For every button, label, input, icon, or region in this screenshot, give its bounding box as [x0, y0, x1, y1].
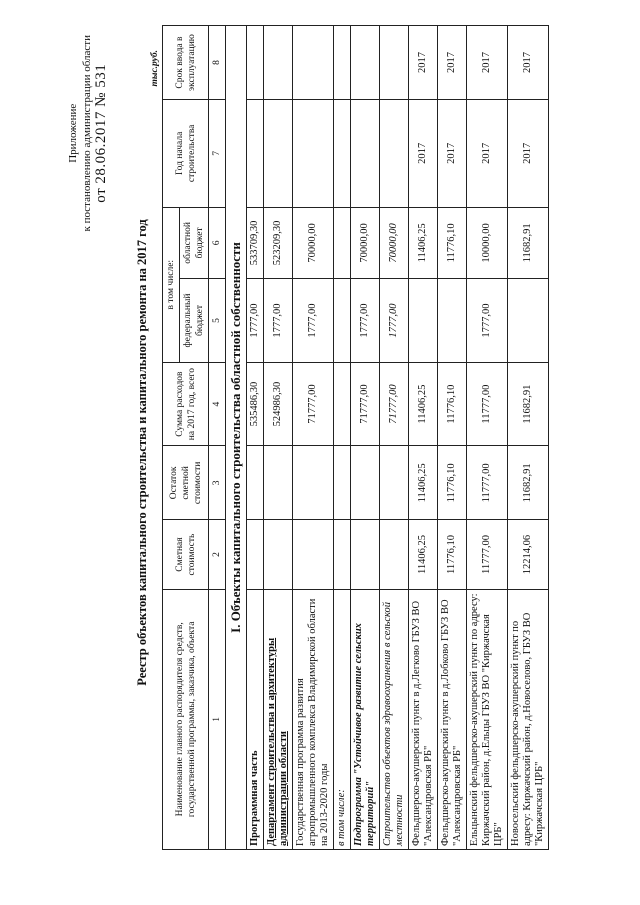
object-name-cell: Фельдшерско-акушерский пункт в д.Лобково ГБУЗ ВО "Александровская РБ" — [438, 589, 467, 849]
regional-cell: 523209,30 — [264, 207, 293, 279]
total-cell: 11406,25 — [409, 362, 438, 446]
start-cell — [264, 100, 293, 207]
total-cell: 535486,30 — [247, 362, 264, 446]
federal-cell — [334, 279, 351, 363]
resolution-date: от 28.06.2017 № 531 — [93, 63, 109, 203]
remaining-cell — [351, 446, 380, 520]
commission-cell — [334, 26, 351, 100]
commission-cell — [247, 26, 264, 100]
federal-cell: 1777,00 — [264, 279, 293, 363]
federal-cell — [438, 279, 467, 363]
remaining-cell — [380, 446, 409, 520]
col-index: 5 — [209, 279, 226, 363]
object-name-cell: Департамент строительства и архитектуры администрации области — [264, 589, 293, 849]
col-index: 8 — [209, 26, 226, 100]
section-row — [226, 26, 247, 850]
table-row — [264, 26, 293, 850]
estimate-cell: 11777,00 — [467, 520, 508, 589]
total-cell: 71777,00 — [351, 362, 380, 446]
start-cell — [380, 100, 409, 207]
federal-cell: 1777,00 — [467, 279, 508, 363]
object-name-cell: в том числе: — [334, 589, 351, 849]
regional-cell: 11776,10 — [438, 207, 467, 279]
col-index: 2 — [209, 520, 226, 589]
col-index: 4 — [209, 362, 226, 446]
object-name-cell: Ельцынский фельдшерско-акушерский пункт по адресу: Киржачский район, д.Ельцы ГБУЗ ВО "Киржачская ЦРБ" — [467, 589, 508, 849]
regional-cell: 70000,00 — [351, 207, 380, 279]
federal-cell — [409, 279, 438, 363]
table-row — [247, 26, 264, 850]
federal-cell: 1777,00 — [293, 279, 334, 363]
remaining-cell: 11777,00 — [467, 446, 508, 520]
estimate-cell — [264, 520, 293, 589]
federal-cell: 1777,00 — [380, 279, 409, 363]
estimate-cell — [351, 520, 380, 589]
commission-cell — [293, 26, 334, 100]
col-index: 3 — [209, 446, 226, 520]
table-row — [293, 26, 334, 850]
col-header-federal: федеральный бюджет — [180, 279, 209, 363]
start-cell: 2017 — [409, 100, 438, 207]
commission-cell: 2017 — [508, 26, 549, 100]
regional-cell: 533709,30 — [247, 207, 264, 279]
estimate-cell: 12214,06 — [508, 520, 549, 589]
regional-cell: 11682,91 — [508, 207, 549, 279]
total-cell: 11682,91 — [508, 362, 549, 446]
object-name-cell: Программная часть — [247, 589, 264, 849]
appendix-label: Приложение — [67, 103, 79, 163]
start-cell: 2017 — [508, 100, 549, 207]
units-label: тыс.руб. — [150, 50, 160, 87]
commission-cell — [264, 26, 293, 100]
total-cell — [334, 362, 351, 446]
estimate-cell — [334, 520, 351, 589]
total-cell: 524986,30 — [264, 362, 293, 446]
start-cell: 2017 — [467, 100, 508, 207]
col-header-name: Наименование главного распорядителя средств, государственной программы, заказчика, объекта — [163, 589, 209, 849]
table-row — [438, 26, 467, 850]
commission-cell: 2017 — [467, 26, 508, 100]
remaining-cell — [264, 446, 293, 520]
col-header-commission: Срок ввода в эксплуатацию — [163, 26, 209, 100]
remaining-cell: 11776,10 — [438, 446, 467, 520]
col-index: 7 — [209, 100, 226, 207]
total-cell: 71777,00 — [293, 362, 334, 446]
table-row — [508, 26, 549, 850]
commission-cell — [351, 26, 380, 100]
object-name-cell: Подпрограмма "Устойчивое развитие сельских территорий" — [351, 589, 380, 849]
approval-header — [66, 35, 108, 232]
table-row — [409, 26, 438, 850]
object-name-cell: Строительство объектов здравоохранения в сельской местности — [380, 589, 409, 849]
table-row — [467, 26, 508, 850]
remaining-cell: 11682,91 — [508, 446, 549, 520]
table-row — [334, 26, 351, 850]
col-header-total: Сумма расходов на 2017 год, всего — [163, 362, 209, 446]
col-header-regional: областной бюджет — [180, 207, 209, 279]
remaining-cell — [247, 446, 264, 520]
table-row — [351, 26, 380, 850]
regional-cell: 10000,00 — [467, 207, 508, 279]
total-cell: 71777,00 — [380, 362, 409, 446]
col-header-incl: в том числе: — [163, 207, 180, 362]
object-name-cell: Фельдшерско-акушерский пункт в д.Легково ГБУЗ ВО "Александровская РБ" — [409, 589, 438, 849]
col-header-estimate: Сметная стоимость — [163, 520, 209, 589]
start-cell: 2017 — [438, 100, 467, 207]
total-cell: 11776,10 — [438, 362, 467, 446]
federal-cell: 1777,00 — [247, 279, 264, 363]
regional-cell: 11406,25 — [409, 207, 438, 279]
commission-cell: 2017 — [409, 26, 438, 100]
federal-cell — [508, 279, 549, 363]
regional-cell — [334, 207, 351, 279]
header-row — [163, 26, 180, 850]
estimate-cell — [293, 520, 334, 589]
start-cell — [334, 100, 351, 207]
estimate-cell: 11406,25 — [409, 520, 438, 589]
object-name-cell: Новосельский фельдшерско-акушерский пункт по адресу: Киржачский район, д.Новоселово, ГБУЗ ВО "Киржачская ЦРБ" — [508, 589, 549, 849]
remaining-cell — [334, 446, 351, 520]
registry-table — [162, 25, 549, 850]
total-cell: 11777,00 — [467, 362, 508, 446]
commission-cell: 2017 — [438, 26, 467, 100]
federal-cell: 1777,00 — [351, 279, 380, 363]
estimate-cell: 11776,10 — [438, 520, 467, 589]
regional-cell: 70000,00 — [293, 207, 334, 279]
estimate-cell — [380, 520, 409, 589]
resolution-label: к постановлению администрации области — [81, 35, 93, 232]
start-cell — [351, 100, 380, 207]
remaining-cell — [293, 446, 334, 520]
start-cell — [293, 100, 334, 207]
col-index: 6 — [209, 207, 226, 279]
regional-cell: 70000,00 — [380, 207, 409, 279]
object-name-cell: Государственная программа развития агропромышленного комплекса Владимирской области на 2013-2020 годы — [293, 589, 334, 849]
col-index: 1 — [209, 589, 226, 849]
document-title: Реестр объектов капитального строительства и капитального ремонта на 2017 год — [135, 219, 149, 686]
col-header-remaining: Остаток сметной стоимости — [163, 446, 209, 520]
section-title: I. Объекты капитального строительства областной собственности — [226, 26, 247, 850]
remaining-cell: 11406,25 — [409, 446, 438, 520]
table-row — [380, 26, 409, 850]
start-cell — [247, 100, 264, 207]
estimate-cell — [247, 520, 264, 589]
column-index-row — [209, 26, 226, 850]
col-header-start: Год начала строительства — [163, 100, 209, 207]
commission-cell — [380, 26, 409, 100]
